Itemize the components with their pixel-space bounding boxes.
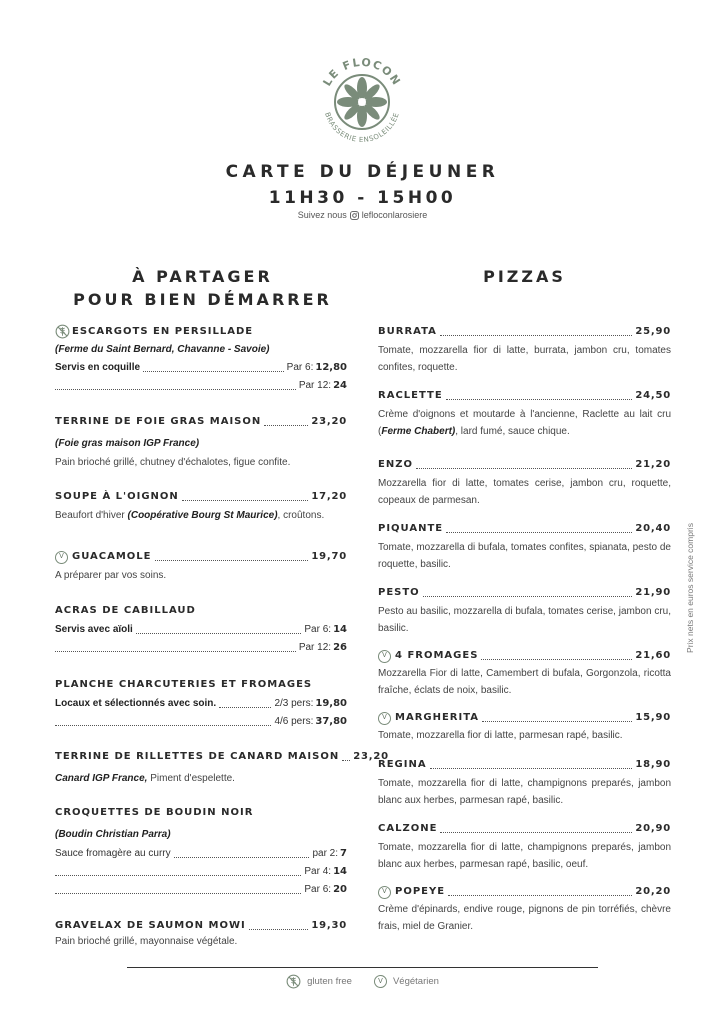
- leader-dots: [155, 560, 309, 561]
- item-name: TERRINE DE FOIE GRAS MAISON: [55, 416, 262, 427]
- item-description: A préparer par vos soins.: [55, 570, 167, 581]
- leader-dots: [55, 875, 301, 876]
- price-value: 24: [333, 380, 347, 391]
- item-name: CROQUETTES DE BOUDIN NOIR: [55, 807, 254, 818]
- item-description: Pesto au basilic, mozzarella di bufala, tomates cerise, jambon cru, basilic.: [378, 606, 671, 634]
- item-name: PIQUANTE: [378, 523, 444, 534]
- item-price: 15,90: [635, 712, 671, 723]
- menu-item-rillettes: [55, 750, 389, 786]
- pizza-regina: [378, 758, 671, 809]
- follow-label: Suivez nous: [297, 210, 347, 220]
- item-origin: (Foie gras maison IGP France): [55, 438, 200, 449]
- pizza-4-fromages: [378, 649, 671, 699]
- item-name: ACRAS DE CABILLAUD: [55, 605, 196, 616]
- leader-dots: [440, 335, 632, 336]
- desc-origin: Ferme Chabert): [381, 426, 456, 437]
- desc-text: , lard fumé, sauce chique.: [455, 426, 570, 437]
- leader-dots: [143, 371, 284, 372]
- item-name: MARGHERITA: [395, 712, 480, 723]
- price-label: Par 6:: [286, 362, 314, 373]
- menu-item-escargots: [55, 324, 347, 393]
- menu-item-planche: [55, 678, 347, 729]
- price-label: par 2:: [312, 848, 339, 859]
- item-price: 21,20: [635, 459, 671, 470]
- leader-dots: [182, 500, 309, 501]
- gluten-free-icon: [286, 974, 301, 989]
- leader-dots: [55, 651, 296, 652]
- pizza-margherita: [378, 711, 671, 744]
- price-label: Par 12:: [298, 380, 332, 391]
- item-name: ESCARGOTS EN PERSILLADE: [72, 326, 254, 337]
- item-price: 19,30: [311, 920, 347, 931]
- leader-dots: [446, 532, 632, 533]
- item-price: 20,90: [635, 823, 671, 834]
- item-description: Tomate, mozzarella fior di latte, burrata, jambon cru, tomates confites, roquette.: [378, 345, 671, 373]
- item-price: 18,90: [635, 759, 671, 770]
- item-name: POPEYE: [395, 886, 446, 897]
- item-serving: Sauce fromagère au curry: [55, 848, 171, 859]
- item-description: Mozzarella Fior di latte, Camembert di bufala, Gorgonzola, ricotta fraîche, éclats de noix, basilic.: [378, 668, 671, 696]
- price-label: Par 4:: [304, 866, 332, 877]
- item-price: 24,50: [635, 390, 671, 401]
- gluten-free-icon: [55, 324, 70, 339]
- pizzas-column: [378, 0, 671, 1024]
- menu-title: CARTE DU DÉJEUNER: [225, 162, 500, 182]
- pizza-enzo: [378, 458, 671, 509]
- item-name: CALZONE: [378, 823, 438, 834]
- price-value: 20: [333, 884, 347, 895]
- leader-dots: [55, 725, 271, 726]
- item-price: 17,20: [311, 491, 347, 502]
- pizzas-section-title: PIZZAS: [483, 267, 566, 286]
- menu-item-croquettes: [55, 806, 347, 897]
- desc-origin: (Coopérative Bourg St Maurice): [127, 510, 278, 521]
- brand-name: LE FLOCON: [320, 55, 404, 89]
- legend-vegetarian: [374, 975, 439, 988]
- item-description: Tomate, mozzarella fior di latte, champignons preparés, jambon blanc aux herbes, parmesan rapé, basilic.: [378, 778, 671, 806]
- price-value: 37,80: [315, 716, 347, 727]
- leader-dots: [448, 895, 632, 896]
- item-description: Pain brioché grillé, chutney d'échalotes, figue confite.: [55, 457, 291, 468]
- pizza-piquante: [378, 522, 671, 573]
- item-description: Tomate, mozzarella di bufala, tomates confites, spianata, pesto de roquette, basilic.: [378, 542, 671, 570]
- vegetarian-icon: V: [55, 551, 68, 564]
- price-value: 12,80: [315, 362, 347, 373]
- share-title-line1: À PARTAGER: [132, 267, 273, 286]
- leader-dots: [416, 468, 632, 469]
- price-label: 2/3 pers:: [274, 698, 314, 709]
- leader-dots: [430, 768, 633, 769]
- menu-item-foie-gras: [55, 415, 347, 470]
- item-description: [378, 406, 671, 440]
- instagram-handle[interactable]: lefloconlarosiere: [361, 210, 428, 220]
- item-price: 20,20: [635, 886, 671, 897]
- legend-gluten-free: [286, 974, 352, 989]
- item-description: Mozzarella fior di latte, tomates cerise, jambon cru, roquette, copeaux de parmesan.: [378, 478, 671, 506]
- item-price: 20,40: [635, 523, 671, 534]
- item-name: GUACAMOLE: [72, 551, 152, 562]
- item-price: 21,60: [635, 650, 671, 661]
- leader-dots: [249, 929, 309, 930]
- legend: [0, 974, 725, 989]
- item-origin: (Ferme du Saint Bernard, Chavanne - Savoie): [55, 344, 270, 355]
- desc-origin: Canard IGP France,: [55, 773, 148, 784]
- menu-item-guacamole: [55, 550, 347, 583]
- menu-item-soupe: [55, 490, 347, 523]
- item-description: Tomate, mozzarella fior di latte, parmesan rapé, basilic.: [378, 730, 623, 741]
- price-value: 14: [333, 624, 347, 635]
- item-price: 21,90: [635, 587, 671, 598]
- desc-text: Crème d'oignons et moutarde à l'ancienne, Raclette au lait cru (: [378, 409, 671, 437]
- item-name: REGINA: [378, 759, 427, 770]
- price-value: 26: [333, 642, 347, 653]
- instagram-icon: [350, 211, 359, 220]
- legend-label: gluten free: [307, 976, 352, 987]
- vegetarian-icon: V: [374, 975, 387, 988]
- item-serving: Servis avec aïoli: [55, 624, 133, 635]
- item-name: PLANCHE CHARCUTERIES ET FROMAGES: [55, 679, 313, 690]
- item-description: Tomate, mozzarella fior di latte, champignons preparés, jambon blanc aux herbes, parmesan rapé, basilic, oeuf.: [378, 842, 671, 870]
- desc-text: Beaufort d'hiver: [55, 510, 128, 521]
- vegetarian-icon: V: [378, 712, 391, 725]
- item-name: GRAVELAX DE SAUMON MOWI: [55, 920, 246, 931]
- leader-dots: [482, 721, 632, 722]
- leader-dots: [219, 707, 271, 708]
- item-name: 4 FROMAGES: [395, 650, 479, 661]
- item-price: 19,70: [311, 551, 347, 562]
- item-name: SOUPE À L'OIGNON: [55, 491, 179, 502]
- item-price: 25,90: [635, 326, 671, 337]
- leader-dots: [440, 832, 632, 833]
- leader-dots: [342, 760, 350, 761]
- pizza-burrata: [378, 325, 671, 376]
- price-value: 19,80: [315, 698, 347, 709]
- leader-dots: [55, 389, 296, 390]
- brand-tagline: BRASSERIE ENSOLEILLÉE: [323, 111, 401, 145]
- item-serving: Locaux et sélectionnés avec soin.: [55, 698, 217, 709]
- item-description: Pain brioché grillé, mayonnaise végétale.: [55, 936, 238, 947]
- leader-dots: [264, 425, 308, 426]
- price-label: 4/6 pers:: [274, 716, 314, 727]
- legend-label: Végétarien: [392, 976, 439, 987]
- item-name: ENZO: [378, 459, 413, 470]
- menu-hours: 11H30 - 15H00: [268, 188, 457, 208]
- menu-item-acras: [55, 604, 347, 655]
- item-serving: Servis en coquille: [55, 362, 141, 373]
- item-price: 23,20: [353, 751, 389, 762]
- item-description: [55, 772, 347, 786]
- menu-item-gravelax: [55, 919, 347, 949]
- price-note: Prix nets en euros service compris: [685, 523, 695, 653]
- footer-divider: [127, 967, 598, 968]
- item-origin: (Boudin Christian Parra): [55, 829, 171, 840]
- item-description: [55, 509, 347, 523]
- item-description: Crème d'épinards, endive rouge, pignons de pin torréfiés, chèvre frais, miel de Granier.: [378, 904, 671, 932]
- pizza-calzone: [378, 822, 671, 873]
- share-title-line2: POUR BIEN DÉMARRER: [73, 290, 332, 309]
- leader-dots: [55, 893, 301, 894]
- price-label: Par 6:: [304, 884, 332, 895]
- pizza-pesto: [378, 586, 671, 637]
- desc-text: , croûtons.: [277, 510, 325, 521]
- desc-text: Piment d'espelette.: [147, 773, 235, 784]
- item-price: 23,20: [311, 416, 347, 427]
- item-name: RACLETTE: [378, 390, 443, 401]
- price-value: 14: [333, 866, 347, 877]
- leader-dots: [481, 659, 632, 660]
- price-value: 7: [340, 848, 347, 859]
- price-label: Par 12:: [298, 642, 332, 653]
- leader-dots: [423, 596, 633, 597]
- item-name: TERRINE DE RILLETTES DE CANARD MAISON: [55, 751, 340, 762]
- price-label: Par 6:: [304, 624, 332, 635]
- leader-dots: [446, 399, 633, 400]
- item-name: BURRATA: [378, 326, 437, 337]
- leader-dots: [136, 633, 302, 634]
- item-name: PESTO: [378, 587, 420, 598]
- pizza-popeye: [378, 885, 671, 935]
- pizza-raclette: [378, 389, 671, 440]
- vegetarian-icon: V: [378, 886, 391, 899]
- leader-dots: [174, 857, 310, 858]
- vegetarian-icon: V: [378, 650, 391, 663]
